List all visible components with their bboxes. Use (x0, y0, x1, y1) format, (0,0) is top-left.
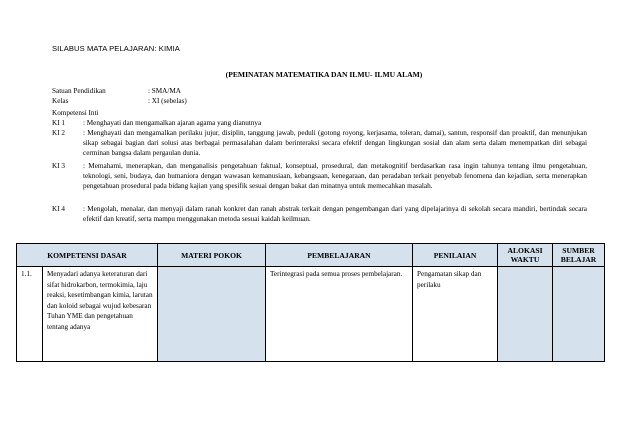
info-value-satuan: : SMA/MA (148, 87, 181, 95)
header-penilaian: PENILAIAN (413, 244, 498, 267)
ki-3 (52, 161, 587, 191)
cell-materi-pokok (158, 267, 266, 362)
header-sumber-belajar: SUMBER BELAJAR (553, 244, 605, 267)
header-pembelajaran: PEMBELAJARAN (266, 244, 413, 267)
cell-pembelajaran: Terintegrasi pada semua proses pembelajaran. (266, 267, 413, 362)
header-materi-pokok: MATERI POKOK (158, 244, 266, 267)
cell-alokasi-waktu (498, 267, 553, 362)
header-kompetensi-dasar: KOMPETENSI DASAR (17, 244, 158, 267)
ki-text: : Memahami, menerapkan, dan menganalisis pengetahuan faktual, konseptual, prosedural, dan metakognitif berdasarkan rasa ingin tahunya tentang ilmu pengetahuan, teknologi, seni, budaya, dan humaniora dengan wawasan kemanusiaan, kebangsaan, kenegaraan, dan peradaban terkait penyebab fenomena dan kejadian, serta menerapkan pengetahuan prosedural pada bidang kajian yang spesifik sesuai dengan bakat dan minatnya untuk memecahkan masalah. (83, 162, 587, 190)
cell-kompetensi-dasar: Menyadari adanya keteraturan dari sifat hidrokarbon, termokimia, laju reaksi, kesetimbangan kimia, larutan dan koloid sebagai wujud kebesaran Tuhan YME dan pengetahuan tentang adanya (43, 267, 158, 362)
ki-label: KI 3 (52, 162, 65, 170)
table-row (17, 267, 605, 362)
ki-text: : Menghayati dan mengamalkan ajaran agama yang dianutnya (83, 119, 262, 127)
ki-text: : Menghayati dan mengamalkan perilaku jujur, disiplin, tanggung jawab, peduli (gotong royong, kerjasama, toleran, damai), santun, responsif dan proaktif, dan menunjukan sikap sebagai bagian dari solusi atas berbagai permasalahan dalam berinteraksi secara efektif dengan lingkungan sosial dan alam serta dalam menempatkan diri sebagai cerminan bangsa dalam pergaulan dunia. (83, 129, 587, 157)
cell-sumber-belajar (553, 267, 605, 362)
ki-label: KI 2 (52, 129, 65, 137)
cell-penilaian: Pengamatan sikap dan perilaku (413, 267, 498, 362)
silabus-table (16, 243, 605, 362)
table-header-row (17, 244, 605, 267)
ki-1 (52, 118, 587, 128)
ki-label: KI 4 (52, 205, 65, 213)
ki-text: : Mengolah, menalar, dan menyaji dalam ranah konkret dan ranah abstrak terkait dengan pengembangan dari yang dipelajarinya di sekolah secara mandiri, bertindak secara efektif dan kreatif, serta mampu menggunakan metoda sesuai kaidah keilmuan. (83, 205, 587, 223)
ki-2 (52, 128, 587, 158)
header-alokasi-waktu: ALOKASI WAKTU (498, 244, 553, 267)
cell-number: 1.1. (17, 267, 43, 362)
ki-4 (52, 204, 587, 224)
document-subtitle: (PEMINATAN MATEMATIKA DAN ILMU- ILMU ALAM) (225, 70, 423, 79)
ki-label: KI 1 (52, 119, 65, 127)
document-title: SILABUS MATA PELAJARAN: KIMIA (52, 44, 180, 53)
info-label-kelas: Kelas (52, 97, 69, 105)
info-value-kelas: : XI (sebelas) (148, 97, 187, 105)
info-label-satuan: Satuan Pendidikan (52, 87, 106, 95)
info-label-kompetensi-inti: Kompetensi Inti (52, 109, 99, 117)
